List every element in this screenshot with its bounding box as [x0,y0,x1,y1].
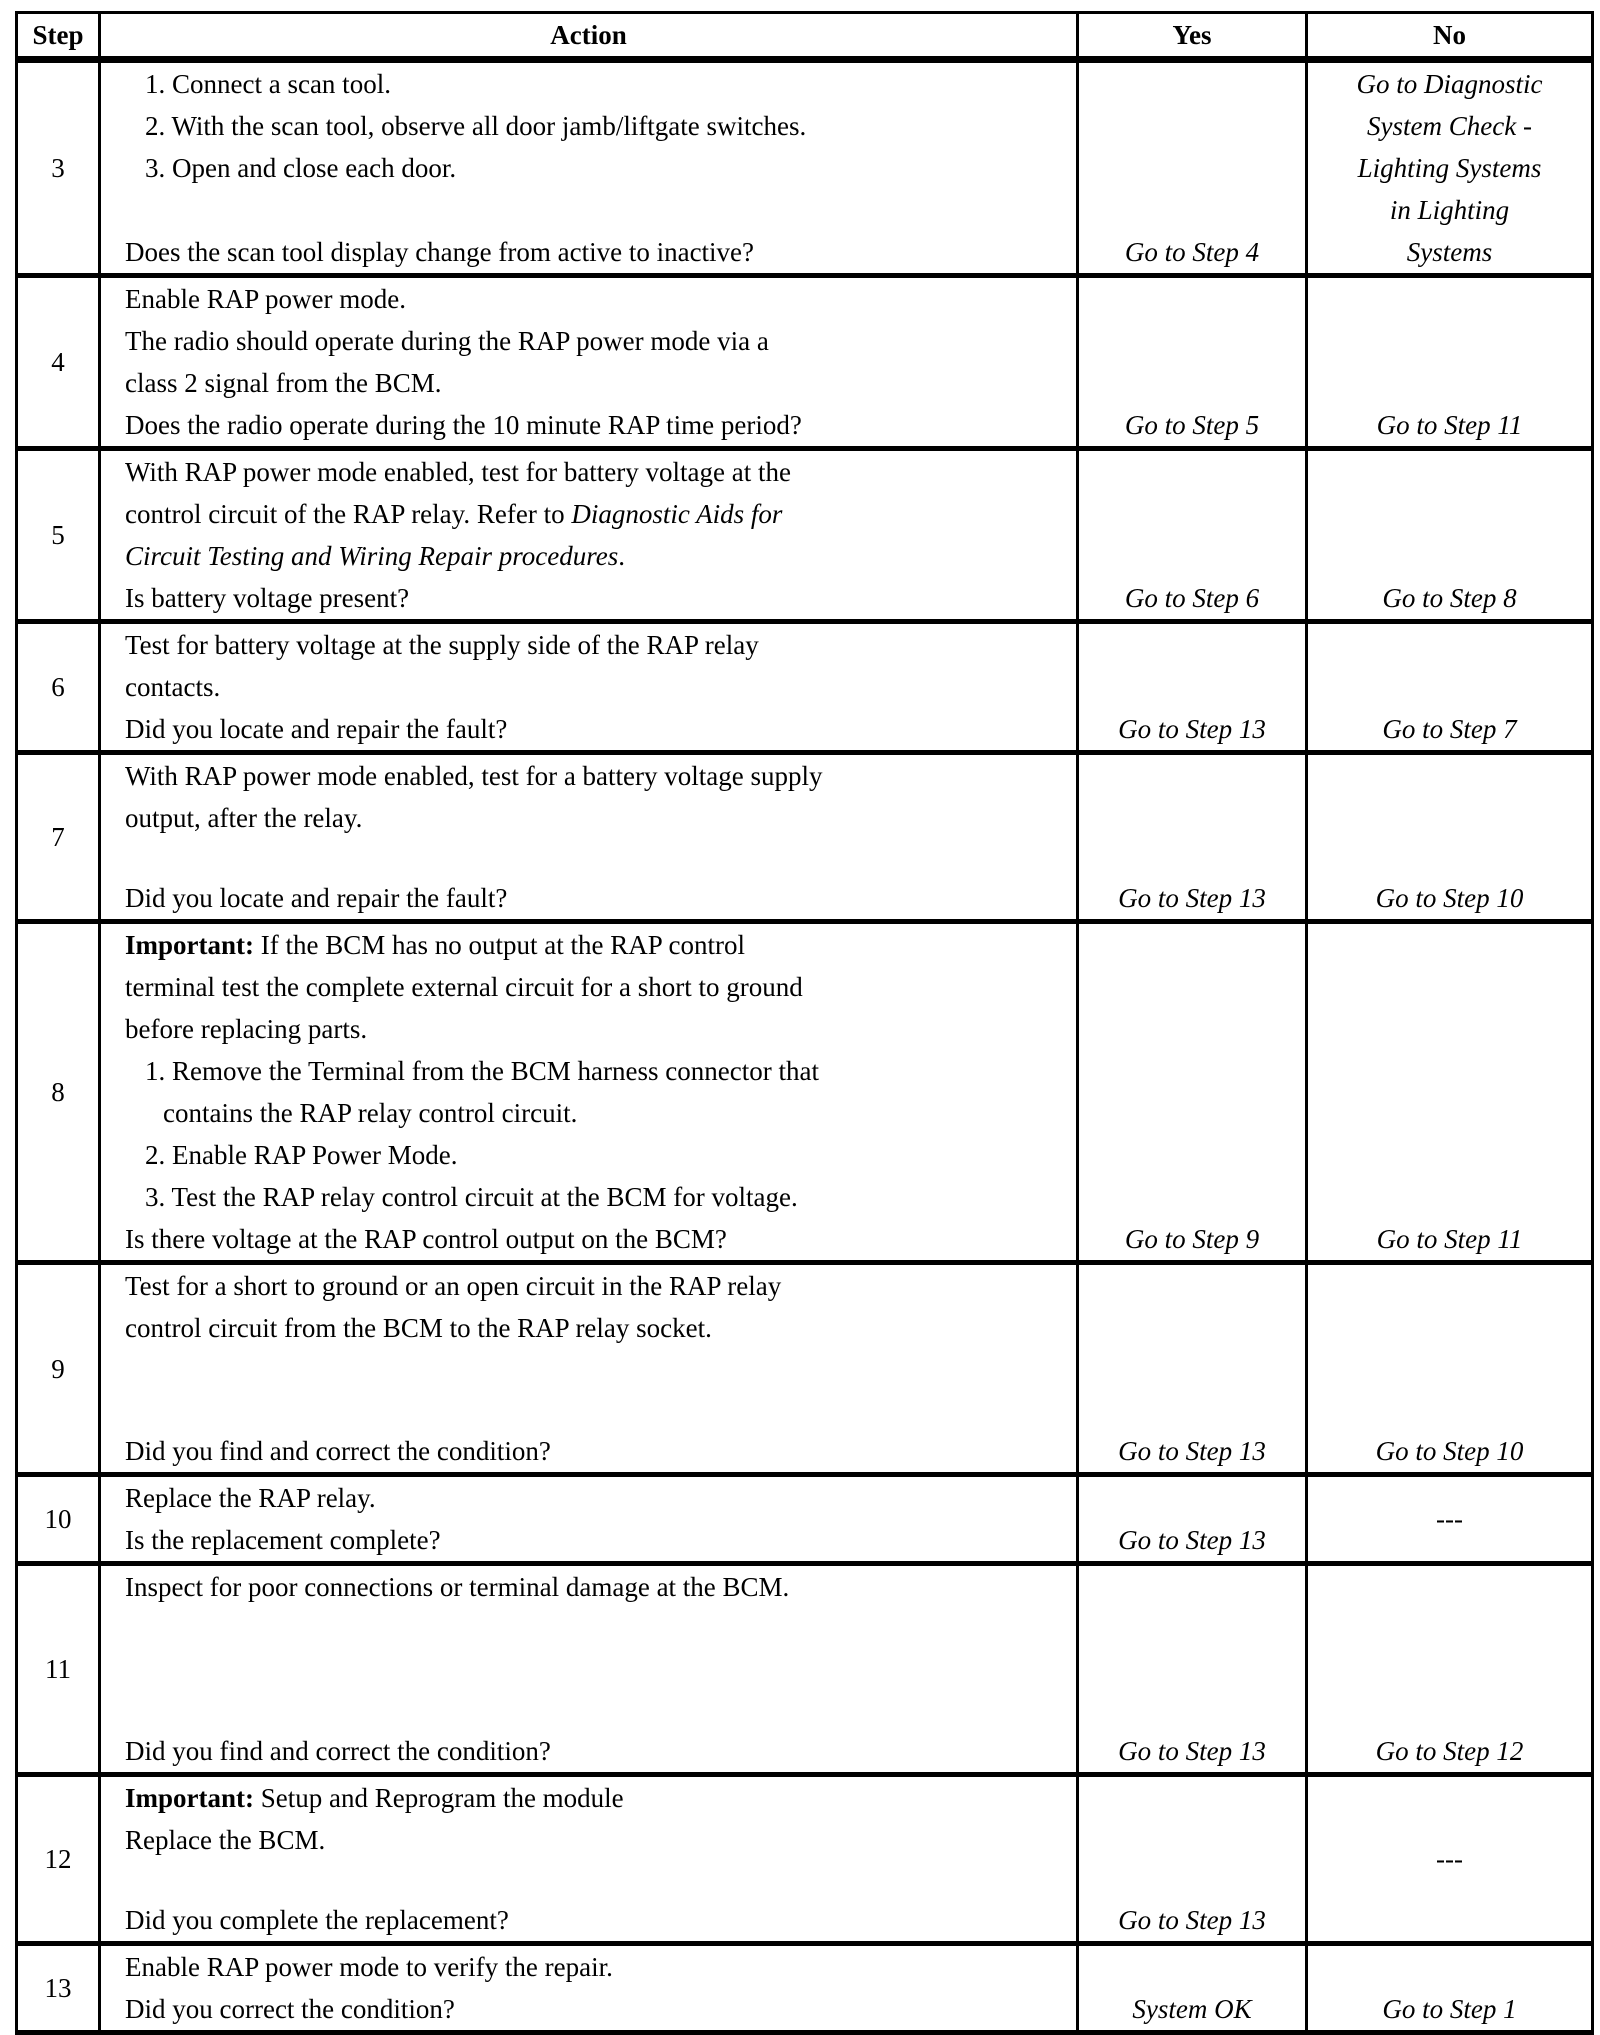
action-line [125,1092,1076,1134]
no-cell [1307,60,1593,276]
action-cell [100,1263,1078,1475]
action-line [125,1008,1076,1050]
table-row [17,449,1593,622]
yes-answer [1079,1777,1305,1941]
table-row [17,1263,1593,1475]
yes-answer [1079,63,1305,273]
no-link: Systems [1406,237,1493,267]
table-row [17,1475,1593,1564]
action-line [125,1477,1076,1519]
no-link: Lighting Systems [1357,153,1542,183]
no-cell [1307,1564,1593,1775]
yes-cell [1078,1263,1307,1475]
action-text: 3. Test the RAP relay control circuit at the BCM for voltage. [145,1182,798,1212]
action-content [101,278,1076,446]
action-line [125,666,1076,708]
action-line [125,1777,1076,1819]
action-content [101,1566,1076,1772]
action-line [125,63,1076,105]
action-content [101,451,1076,619]
no-link: Go to Step 10 [1375,883,1524,913]
action-cell [100,1475,1078,1564]
action-content [101,755,1076,919]
action-text: . [618,541,626,571]
step-number: 5 [17,449,100,622]
step-number: 12 [17,1775,100,1944]
action-cell [100,622,1078,753]
action-text: Replace the BCM. [125,1825,326,1855]
no-link: Go to Diagnostic [1356,69,1543,99]
yes-cell [1078,1775,1307,1944]
no-link: Go to Step 11 [1376,410,1523,440]
diagnostic-table [15,11,1594,2035]
action-question: Did you locate and repair the fault? [125,714,508,744]
action-text: terminal test the complete external circuit for a short to ground [125,972,803,1002]
yes-link: Go to Step 13 [1118,1525,1266,1555]
action-question: Is battery voltage present? [125,583,410,613]
yes-cell [1078,1944,1307,2033]
table-row [17,1564,1593,1775]
yes-cell [1078,1564,1307,1775]
no-answer [1308,1946,1591,2030]
action-line [125,1265,1076,1307]
action-content [101,1777,1076,1941]
action-question: Is the replacement complete? [125,1525,441,1555]
no-cell [1307,1775,1593,1944]
action-text: 2. With the scan tool, observe all door jamb/liftgate switches. [145,111,807,141]
action-text: Circuit Testing and Wiring Repair procedures [125,541,619,571]
action-cell [100,922,1078,1263]
header-yes: Yes [1078,13,1307,60]
yes-answer [1079,1477,1305,1561]
action-cell [100,276,1078,449]
yes-link: Go to Step 9 [1124,1224,1260,1254]
no-link: Go to Step 7 [1382,714,1517,744]
no-answer [1308,755,1591,919]
action-question: Is there voltage at the RAP control output on the BCM? [125,1224,727,1254]
action-question: Did you find and correct the condition? [125,1736,551,1766]
yes-answer [1079,1946,1305,2030]
action-question: Did you find and correct the condition? [125,1436,551,1466]
table-row [17,753,1593,922]
action-content [101,924,1076,1260]
yes-link: Go to Step 13 [1118,1736,1266,1766]
yes-link: System OK [1132,1994,1252,2024]
header-no: No [1307,13,1593,60]
action-question: Does the radio operate during the 10 minute RAP time period? [125,410,802,440]
no-answer [1308,63,1591,273]
no-cell [1307,1263,1593,1475]
yes-link: Go to Step 13 [1118,1905,1266,1935]
table-row [17,622,1593,753]
step-number: 9 [17,1263,100,1475]
action-text: 2. Enable RAP Power Mode. [145,1140,458,1170]
action-question: Does the scan tool display change from active to inactive? [125,237,755,267]
yes-answer [1079,624,1305,750]
action-line [125,1946,1076,1988]
step-number: 6 [17,622,100,753]
action-text: control circuit from the BCM to the RAP relay socket. [125,1313,712,1343]
action-text: class 2 signal from the BCM. [125,368,442,398]
action-text: contains the RAP relay control circuit. [163,1098,578,1128]
table-body [17,60,1593,2033]
action-text: Replace the RAP relay. [125,1483,376,1513]
yes-link: Go to Step 13 [1118,883,1266,913]
action-text: Diagnostic Aids for [571,499,783,529]
no-answer [1308,278,1591,446]
action-line [125,320,1076,362]
action-text: output, after the relay. [125,803,363,833]
no-answer-dash: --- [1436,1504,1463,1534]
no-link: System Check - [1367,111,1532,141]
yes-answer [1079,1566,1305,1772]
action-line [125,755,1076,797]
action-content [101,63,1076,273]
action-text: With RAP power mode enabled, test for a battery voltage supply [125,761,823,791]
header-step: Step [17,13,100,60]
action-text: Test for a short to ground or an open circuit in the RAP relay [125,1271,782,1301]
step-number: 4 [17,276,100,449]
no-link: in Lighting [1389,195,1510,225]
header-action: Action [100,13,1078,60]
yes-cell [1078,753,1307,922]
action-text: The radio should operate during the RAP power mode via a [125,326,769,356]
step-number: 10 [17,1475,100,1564]
table-row [17,1775,1593,1944]
action-text: control circuit of the RAP relay. Refer to [125,499,572,529]
yes-cell [1078,449,1307,622]
action-line [125,1176,1076,1218]
yes-answer [1079,924,1305,1260]
action-text: contacts. [125,672,221,702]
action-line [125,278,1076,320]
yes-cell [1078,60,1307,276]
no-answer [1308,924,1591,1260]
action-line [125,966,1076,1008]
no-cell [1307,276,1593,449]
no-cell [1307,1475,1593,1564]
step-number: 3 [17,60,100,276]
no-cell [1307,922,1593,1263]
action-line [125,924,1076,966]
action-text: 1. Remove the Terminal from the BCM harness connector that [145,1056,819,1086]
action-text: 1. Connect a scan tool. [145,69,391,99]
no-answer [1308,1566,1591,1772]
action-content [101,1477,1076,1561]
action-text: before replacing parts. [125,1014,368,1044]
yes-cell [1078,276,1307,449]
table-row [17,276,1593,449]
yes-answer [1079,451,1305,619]
action-line [125,535,1076,577]
table-row [17,922,1593,1263]
step-number: 7 [17,753,100,922]
action-text: With RAP power mode enabled, test for battery voltage at the [125,457,791,487]
no-link: Go to Step 8 [1382,583,1517,613]
no-link: Go to Step 10 [1375,1436,1524,1466]
yes-cell [1078,1475,1307,1564]
action-text: Inspect for poor connections or terminal damage at the BCM. [125,1572,790,1602]
no-answer [1308,624,1591,750]
action-cell [100,1944,1078,2033]
yes-answer [1079,755,1305,919]
no-cell [1307,622,1593,753]
action-text: Setup and Reprogram the module [254,1783,624,1813]
action-cell [100,60,1078,276]
action-text: Test for battery voltage at the supply side of the RAP relay [125,630,759,660]
action-line [125,105,1076,147]
action-line [125,797,1076,839]
no-answer [1308,451,1591,619]
yes-link: Go to Step 5 [1124,410,1260,440]
action-line [125,624,1076,666]
action-line [125,1050,1076,1092]
header-row [17,13,1593,60]
step-number: 8 [17,922,100,1263]
no-answer [1308,1777,1591,1941]
no-answer-dash: --- [1436,1844,1463,1874]
action-line [125,451,1076,493]
action-question: Did you correct the condition? [125,1994,455,2024]
no-link: Go to Step 1 [1382,1994,1517,2024]
important-label: Important: [125,1783,254,1813]
action-content [101,624,1076,750]
step-number: 11 [17,1564,100,1775]
yes-answer [1079,1265,1305,1472]
yes-cell [1078,622,1307,753]
yes-link: Go to Step 6 [1124,583,1260,613]
action-cell [100,1564,1078,1775]
table-row [17,60,1593,276]
action-content [101,1265,1076,1472]
action-cell [100,449,1078,622]
action-line [125,1566,1076,1608]
no-answer [1308,1477,1591,1561]
no-answer [1308,1265,1591,1472]
yes-cell [1078,922,1307,1263]
no-link: Go to Step 11 [1376,1224,1523,1254]
action-line [125,1819,1076,1861]
action-question: Did you locate and repair the fault? [125,883,508,913]
action-line [125,147,1076,189]
action-line [125,1307,1076,1349]
action-line [125,362,1076,404]
no-cell [1307,753,1593,922]
action-line [125,493,1076,535]
no-cell [1307,1944,1593,2033]
action-text: Enable RAP power mode. [125,284,406,314]
action-content [101,1946,1076,2030]
step-number: 13 [17,1944,100,2033]
no-link: Go to Step 12 [1375,1736,1524,1766]
action-line [125,1134,1076,1176]
action-question: Did you complete the replacement? [125,1905,509,1935]
action-text: If the BCM has no output at the RAP control [254,930,745,960]
yes-link: Go to Step 4 [1124,237,1260,267]
action-text: 3. Open and close each door. [145,153,457,183]
important-label: Important: [125,930,254,960]
yes-answer [1079,278,1305,446]
yes-link: Go to Step 13 [1118,1436,1266,1466]
yes-link: Go to Step 13 [1118,714,1266,744]
action-cell [100,1775,1078,1944]
table-row [17,1944,1593,2033]
action-text: Enable RAP power mode to verify the repair. [125,1952,613,1982]
action-cell [100,753,1078,922]
no-cell [1307,449,1593,622]
